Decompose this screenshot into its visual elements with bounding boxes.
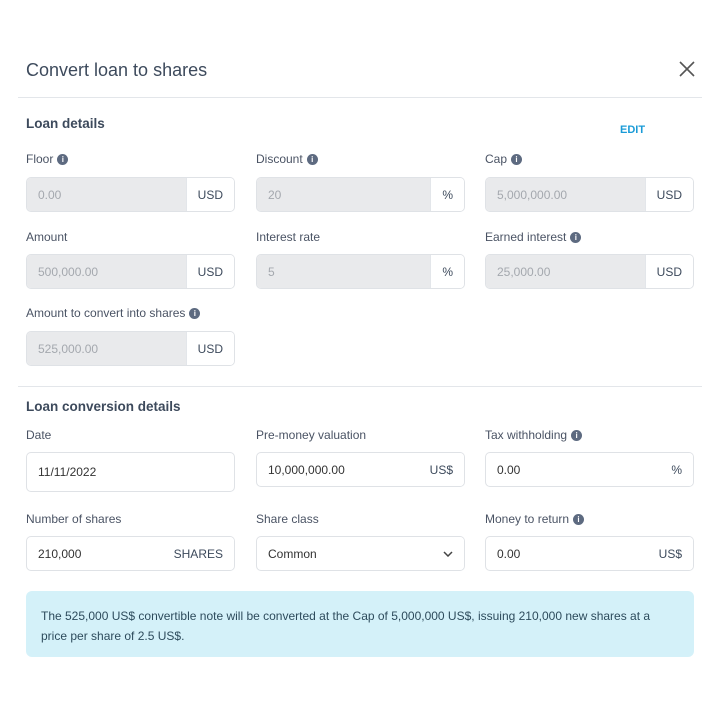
pre-money-label — [256, 428, 366, 442]
shares-field[interactable] — [26, 536, 235, 571]
dialog-title: Convert loan to shares — [26, 60, 208, 80]
label-text: Number of shares — [26, 512, 122, 526]
value: 10,000,000.00 — [268, 462, 345, 477]
chevron-down-icon — [432, 537, 464, 570]
label-text: Interest rate — [256, 230, 321, 244]
label-text: Money to return — [485, 512, 570, 526]
cap-label — [485, 152, 522, 166]
unit: USD — [645, 178, 693, 211]
label-text: Discount — [256, 152, 303, 166]
label-text: Date — [26, 428, 52, 442]
divider — [18, 97, 702, 98]
edit-button[interactable]: EDIT — [620, 124, 646, 136]
earned-interest-label — [485, 230, 581, 244]
info-icon[interactable]: i — [189, 308, 200, 319]
section-title-loan-details: Loan details — [26, 116, 105, 131]
value: 5 — [257, 255, 430, 288]
earned-interest-field[interactable] — [485, 254, 694, 289]
section-title-conversion: Loan conversion details — [26, 399, 181, 414]
label-text: Amount to convert into shares — [26, 306, 186, 320]
info-icon[interactable]: i — [570, 232, 581, 243]
info-icon[interactable]: i — [57, 154, 68, 165]
shares-label — [26, 512, 121, 526]
unit: USD — [186, 178, 234, 211]
value: 20 — [257, 178, 430, 211]
unit: % — [430, 255, 464, 288]
discount-label — [256, 152, 318, 166]
label-text: Amount — [26, 230, 68, 244]
value: 5,000,000.00 — [486, 178, 645, 211]
money-return-label — [485, 512, 584, 526]
amount-to-convert-label — [26, 306, 200, 320]
interest-rate-label — [256, 230, 320, 244]
value: Common — [268, 546, 317, 561]
label-text: Cap — [485, 152, 508, 166]
value: 0.00 — [27, 178, 186, 211]
label-text: Tax withholding — [485, 428, 568, 442]
label-text: Earned interest — [485, 230, 567, 244]
amount-to-convert-field[interactable] — [26, 331, 235, 366]
value: 11/11/2022 — [38, 465, 97, 479]
unit: US$ — [419, 453, 464, 486]
label-text: Share class — [256, 512, 319, 526]
date-field[interactable] — [26, 452, 235, 492]
discount-field[interactable] — [256, 177, 465, 212]
pre-money-field[interactable] — [256, 452, 465, 487]
unit: USD — [186, 255, 234, 288]
value: 525,000.00 — [27, 332, 186, 365]
info-icon[interactable]: i — [307, 154, 318, 165]
value: 0.00 — [497, 462, 521, 477]
unit: USD — [186, 332, 234, 365]
amount-label — [26, 230, 67, 244]
unit: % — [660, 453, 693, 486]
unit: US$ — [648, 537, 693, 570]
value: 0.00 — [497, 546, 521, 561]
info-icon[interactable]: i — [511, 154, 522, 165]
floor-field[interactable] — [26, 177, 235, 212]
date-label — [26, 428, 51, 442]
label-text: Pre-money valuation — [256, 428, 367, 442]
conversion-summary-note: The 525,000 US$ convertible note will be converted at the Cap of 5,000,000 US$, issuing 210,000 new shares at a price per share of 2.5 US$. — [26, 591, 694, 657]
label-text: Floor — [26, 152, 54, 166]
unit: SHARES — [163, 537, 234, 570]
close-icon[interactable] — [676, 58, 698, 80]
floor-label — [26, 152, 68, 166]
interest-rate-field[interactable] — [256, 254, 465, 289]
tax-field[interactable] — [485, 452, 694, 487]
tax-label — [485, 428, 582, 442]
cap-field[interactable] — [485, 177, 694, 212]
value: 25,000.00 — [486, 255, 645, 288]
share-class-select[interactable] — [256, 536, 465, 571]
info-icon[interactable]: i — [573, 514, 584, 525]
unit: % — [430, 178, 464, 211]
unit: USD — [645, 255, 693, 288]
value: 500,000.00 — [27, 255, 186, 288]
value: 210,000 — [38, 546, 82, 561]
info-icon[interactable]: i — [571, 430, 582, 441]
divider — [18, 386, 702, 387]
money-return-field[interactable] — [485, 536, 694, 571]
amount-field[interactable] — [26, 254, 235, 289]
share-class-label — [256, 512, 319, 526]
